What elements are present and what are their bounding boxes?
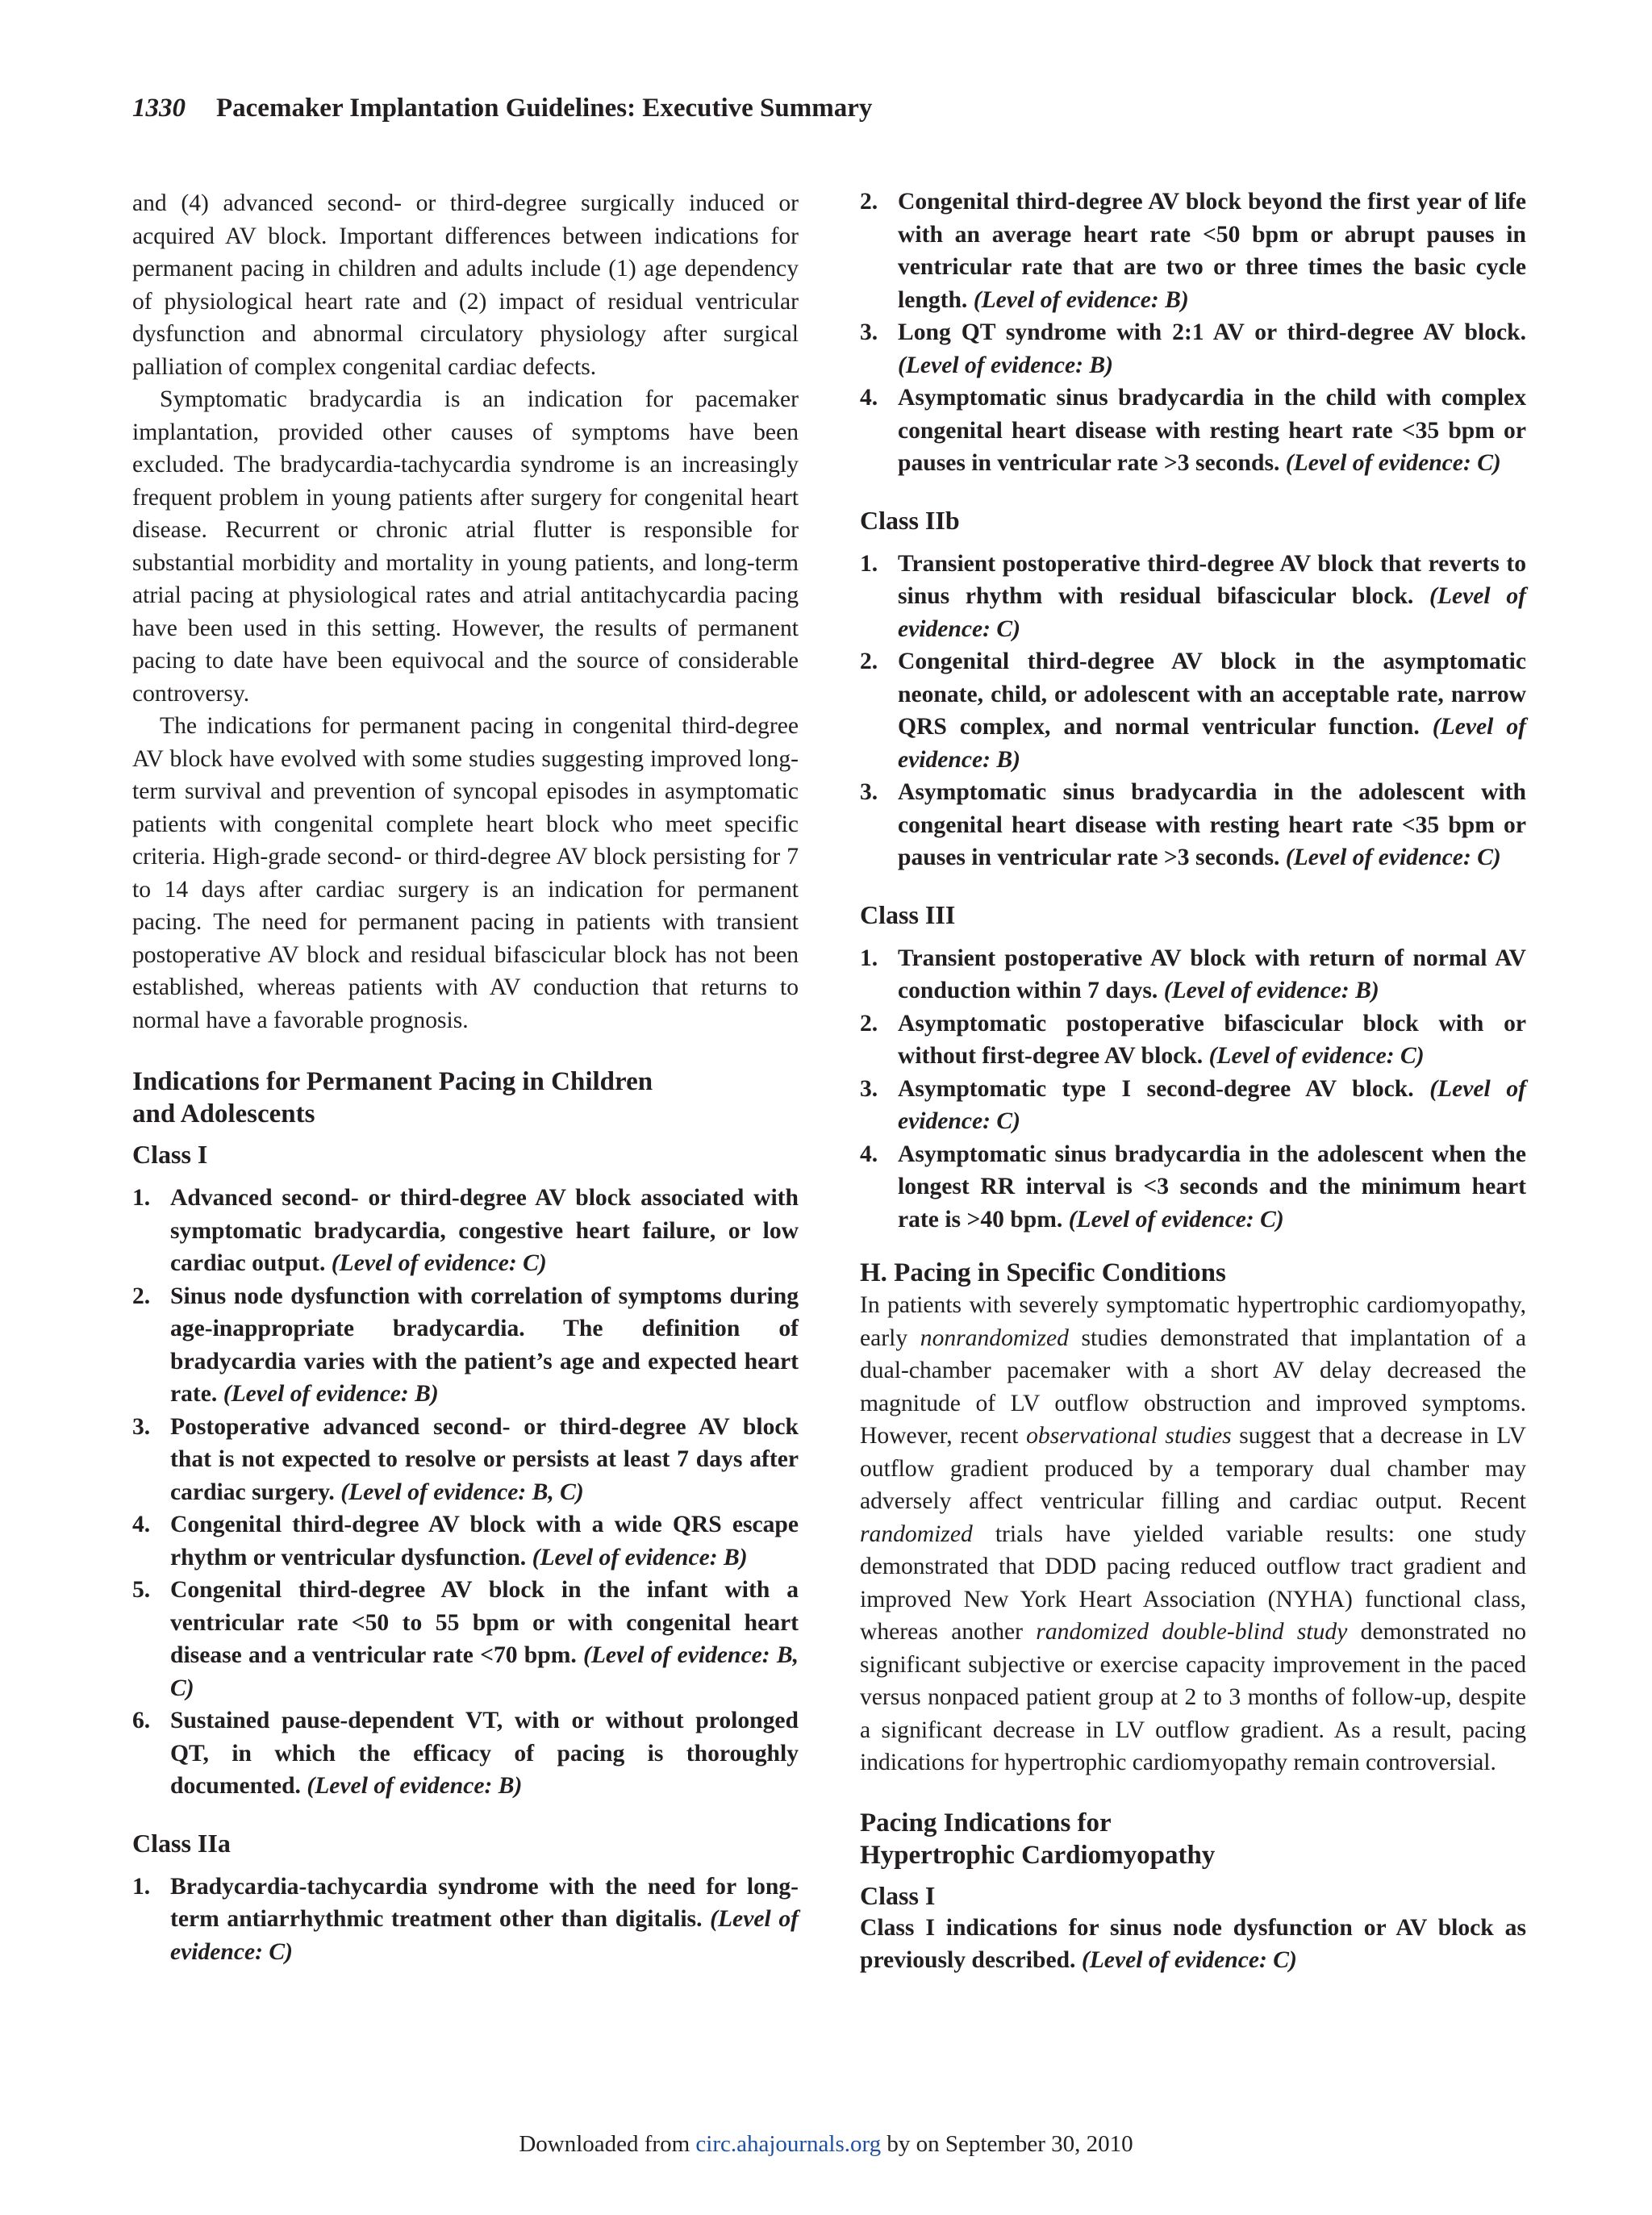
list-item: 3. Long QT syndrome with 2:1 AV or third-degree AV block. (Level of evidence: B): [860, 319, 1526, 378]
list-item: 2. Congenital third-degree AV block in the asymptomatic neonate, child, or adolescent with an acceptable rate, narrow QRS complex, and normal ventricular function. (Level of evidence: B): [860, 649, 1526, 773]
class-iib-heading: Class IIb: [860, 505, 960, 535]
list-item: 1. Advanced second- or third-degree AV block associated with symptomatic bradycardia, congestive heart failure, or low cardiac output. (Level of evidence: C): [132, 1185, 799, 1276]
class-iia-list-continued: [860, 186, 1526, 480]
class-iib-list: [860, 548, 1526, 874]
download-footer: Downloaded from circ.ahajournals.org by on September 30, 2010: [519, 2131, 1133, 2157]
section-h-heading: H. Pacing in Specific Conditions: [860, 1258, 1226, 1287]
class-iia-heading: Class IIa: [132, 1828, 231, 1858]
paragraph: Symptomatic bradycardia is an indication for pacemaker implantation, provided other causes of symptoms have been excluded. The bradycardia-tachycardia syndrome is an increasingly frequent problem in young patients after surgery for congenital heart disease. Recurrent or chronic atrial flutter is responsible for substantial morbidity and mortality in young patients, and long-term atrial pacing at physiological rates and atrial antitachycardia pacing have been used in this setting. However, the results of permanent pacing to date have been equivocal and the source of considerable controversy.: [132, 386, 799, 707]
left-column: [132, 187, 799, 1968]
list-item: 4. Congenital third-degree AV block with a wide QRS escape rhythm or ventricular dysfunction. (Level of evidence: B): [132, 1512, 799, 1571]
list-item: 4. Asymptomatic sinus bradycardia in the child with complex congenital heart disease with resting heart rate <35 bpm or pauses in ventricular rate >3 seconds. (Level of evidence: C): [860, 385, 1526, 476]
class-i-list: [132, 1182, 799, 1803]
list-item: 2. Sinus node dysfunction with correlation of symptoms during age-inappropriate bradycardia. The definition of bradycardia varies with the patient’s age and expected heart rate. (Level of evidence: B): [132, 1283, 799, 1407]
class-iii-heading: Class III: [860, 899, 956, 929]
section-h-paragraph: In patients with severely symptomatic hypertrophic cardiomyopathy, early nonrandomized studies demonstrated that implantation of a dual-chamber pacemaker with a short AV delay decreased the magnitude of LV outflow obstruction and improved symptoms. However, recent observational studies suggest that a decrease in LV outflow gradient produced by a temporary dual chamber may adversely affect ventricular filling and cardiac output. Recent randomized trials have yielded variable results: one study demonstrated that DDD pacing reduced outflow tract gradient and improved New York Heart Association (NYHA) functional class, whereas another randomized double-blind study demonstrated no significant subjective or exercise capacity improvement in the paced versus nonpaced patient group at 2 to 3 months of follow-up, despite a significant decrease in LV outflow gradient. As a result, pacing indications for hypertrophic cardiomyopathy remain controversial.: [860, 1292, 1526, 1775]
paragraph: and (4) advanced second- or third-degree surgically induced or acquired AV block. Important differences between indications for permanent pacing in children and adults include (1) age dependency of physiological heart rate and (2) impact of residual ventricular dysfunction and abnormal circulatory physiology after surgical palliation of complex congenital cardiac defects.: [132, 190, 799, 380]
list-item: 6. Sustained pause-dependent VT, with or without prolonged QT, in which the efficacy of pacing is thoroughly documented. (Level of evidence: B): [132, 1708, 799, 1799]
list-item: 5. Congenital third-degree AV block in the infant with a ventricular rate <50 to 55 bpm or with congenital heart disease and a ventricular rate <70 bpm. (Level of evidence: B, C): [132, 1577, 799, 1701]
list-item: 3. Postoperative advanced second- or third-degree AV block that is not expected to resolve or persists at least 7 days after cardiac surgery. (Level of evidence: B, C): [132, 1413, 799, 1505]
class-iia-list: [132, 1871, 799, 1969]
page-number: 1330: [132, 94, 186, 123]
running-head: [132, 94, 872, 123]
class-i-heading: Class I: [132, 1140, 208, 1169]
list-item: 4. Asymptomatic sinus bradycardia in the adolescent when the longest RR interval is <3 seconds and the minimum heart rate is >40 bpm. (Level of evidence: C): [860, 1141, 1526, 1233]
class-iii-list: [860, 942, 1526, 1237]
list-item: 2. Congenital third-degree AV block beyond the first year of life with an average heart rate <50 bpm or abrupt pauses in ventricular rate that are two or three times the basic cycle length. (Level of evidence: B): [860, 189, 1526, 313]
list-item: 1. Transient postoperative AV block with return of normal AV conduction within 7 days. (Level of evidence: B): [860, 945, 1526, 1003]
list-item: 3. Asymptomatic sinus bradycardia in the adolescent with congenital heart disease with resting heart rate <35 bpm or pauses in ventricular rate >3 seconds. (Level of evidence: C): [860, 779, 1526, 870]
journal-link[interactable]: circ.ahajournals.org: [695, 2131, 882, 2157]
running-title: Pacemaker Implantation Guidelines: Executive Summary: [216, 94, 873, 123]
list-item: 1. Bradycardia-tachycardia syndrome with the need for long-term antiarrhythmic treatment other than digitalis. (Level of evidence: C): [132, 1873, 799, 1965]
hcm-class-i-heading: Class I: [860, 1880, 936, 1910]
section-heading-children: Indications for Permanent Pacing in Children and Adolescents: [132, 1067, 653, 1128]
hcm-heading: Pacing Indications for Hypertrophic Cardiomyopathy: [860, 1808, 1216, 1870]
paragraph: The indications for permanent pacing in congenital third-degree AV block have evolved with some studies suggesting improved long-term survival and prevention of syncopal episodes in asymptomatic patients with congenital complete heart block who meet specific criteria. High-grade second- or third-degree AV block persisting for 7 to 14 days after cardiac surgery is an indication for permanent pacing. The need for permanent pacing in patients with transient postoperative AV block and residual bifascicular block has not been established, whereas patients with AV conduction that returns to normal have a favorable prognosis.: [132, 713, 799, 1033]
hcm-class-i-text: Class I indications for sinus node dysfunction or AV block as previously described. (Level of evidence: C): [860, 1914, 1526, 1973]
list-item: 3. Asymptomatic type I second-degree AV block. (Level of evidence: C): [860, 1075, 1526, 1134]
list-item: 1. Transient postoperative third-degree AV block that reverts to sinus rhythm with residual bifascicular block. (Level of evidence: C): [860, 550, 1526, 642]
right-column: [860, 186, 1526, 1977]
list-item: 2. Asymptomatic postoperative bifascicular block with or without first-degree AV block. (Level of evidence: C): [860, 1010, 1526, 1069]
